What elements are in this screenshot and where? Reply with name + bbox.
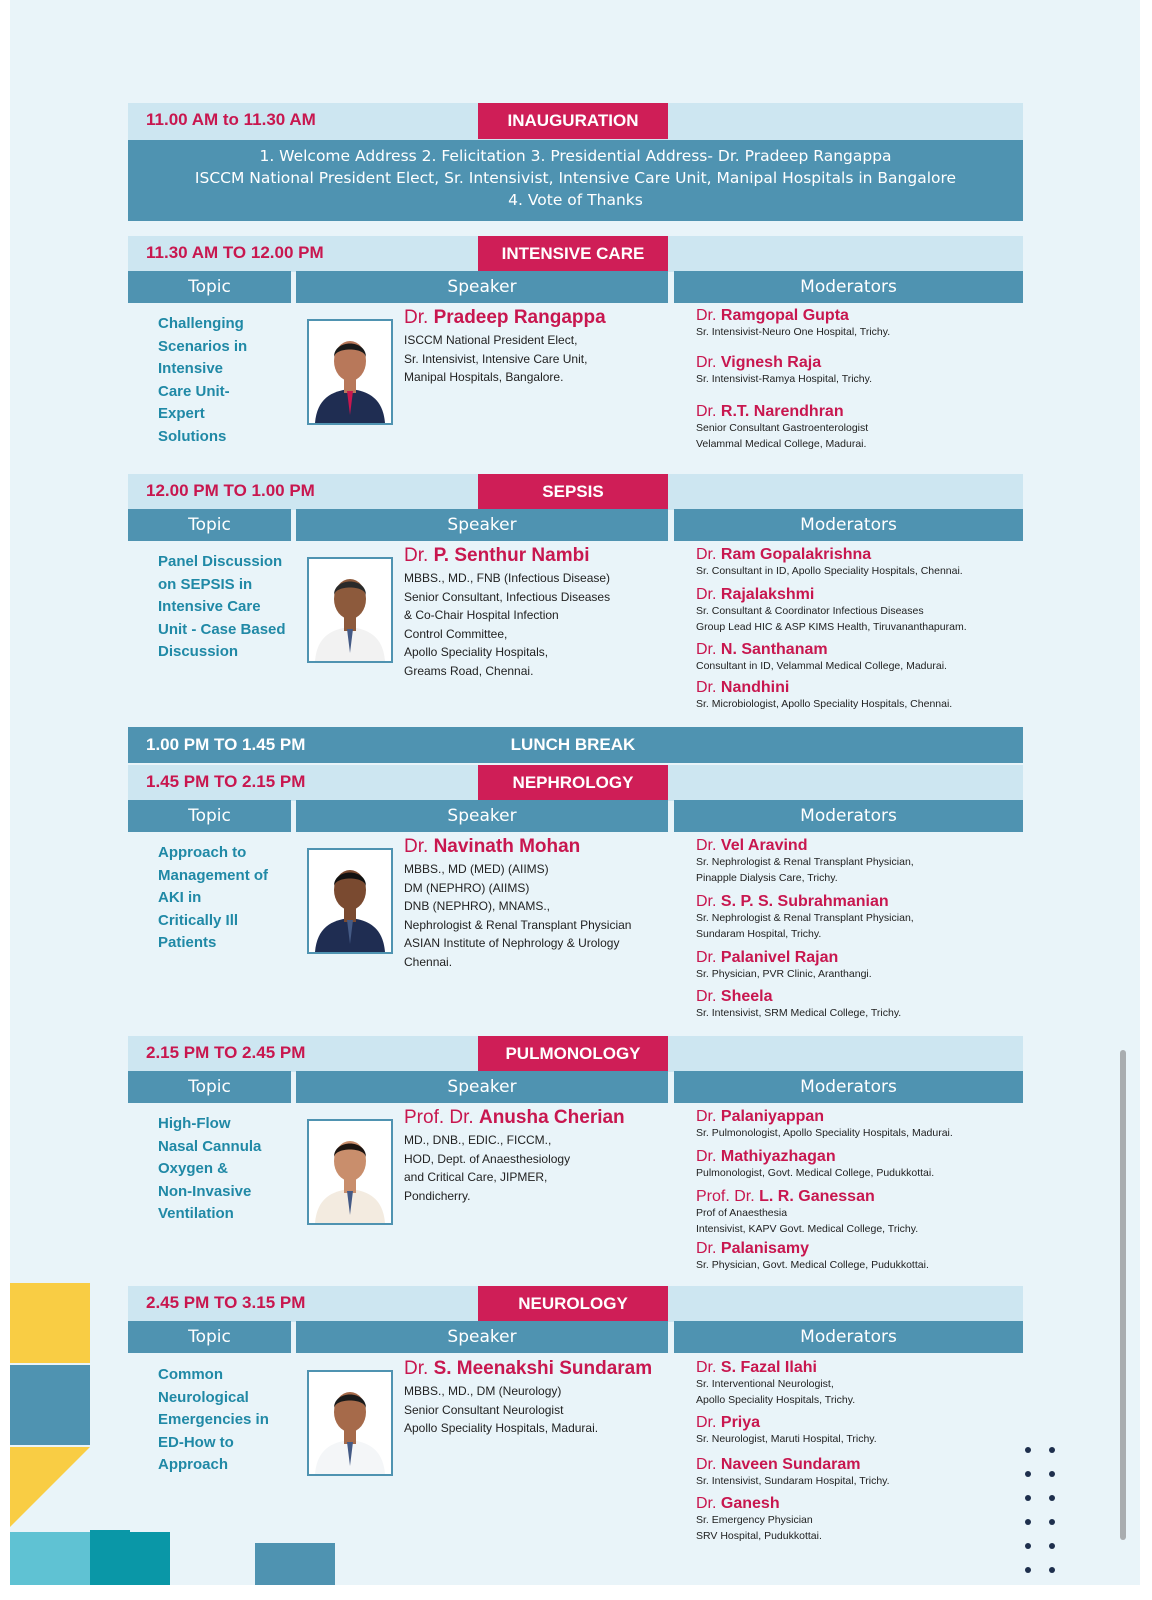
topic-line: AKI in bbox=[158, 889, 202, 906]
moderator-name bbox=[696, 1240, 1011, 1258]
speaker-photo bbox=[307, 848, 393, 954]
topic-line: Ventilation bbox=[158, 1205, 234, 1222]
speaker-title: Dr. bbox=[404, 545, 429, 566]
moderator-affiliation: Intensivist, KAPV Govt. Medical College, Trichy. bbox=[696, 1222, 919, 1235]
moderator-affiliation: Velammal Medical College, Madurai. bbox=[696, 437, 867, 450]
moderator-name bbox=[696, 546, 1011, 564]
moderator-title: Dr. bbox=[696, 837, 717, 854]
moderator-title: Dr. bbox=[696, 1240, 717, 1257]
moderator-title: Dr. bbox=[696, 586, 717, 603]
moderator-name bbox=[696, 641, 1011, 659]
inauguration-details bbox=[128, 140, 1023, 221]
speaker-credentials bbox=[404, 569, 669, 680]
speaker-name-text: P. Senthur Nambi bbox=[433, 545, 590, 566]
topic-column-header: Topic bbox=[128, 509, 291, 541]
moderator-name bbox=[696, 949, 1011, 967]
speaker-photo bbox=[307, 557, 393, 663]
moderator-name-text: Vel Aravind bbox=[720, 837, 808, 854]
session-time: 2.15 PM TO 2.45 PM bbox=[146, 1043, 306, 1062]
moderator-affiliation: Pinapple Dialysis Care, Trichy. bbox=[696, 871, 838, 884]
speaker-column-header: Speaker bbox=[296, 1071, 668, 1103]
moderator-name-text: Sheela bbox=[720, 988, 773, 1005]
credential-line: Senior Consultant, Infectious Diseases bbox=[404, 589, 611, 604]
topic-column-header: Topic bbox=[128, 271, 291, 303]
inauguration-line: 4. Vote of Thanks bbox=[508, 191, 643, 209]
topic-line: Challenging bbox=[158, 315, 244, 332]
speaker-column-header: Speaker bbox=[296, 271, 668, 303]
moderators-column-header: Moderators bbox=[674, 1071, 1023, 1103]
session-tag: NEPHROLOGY bbox=[478, 765, 668, 801]
moderator-affiliation: Sr. Microbiologist, Apollo Speciality Hospitals, Chennai. bbox=[696, 698, 953, 710]
lunch-time: 1.00 PM TO 1.45 PM bbox=[146, 735, 306, 754]
moderator-name bbox=[696, 1495, 1011, 1513]
decor-dot-grid bbox=[1025, 1447, 1071, 1579]
moderator-affiliation: Senior Consultant Gastroenterologist bbox=[696, 422, 869, 434]
person-portrait-icon bbox=[309, 559, 391, 661]
person-portrait-icon bbox=[309, 321, 391, 423]
topic-line: Emergencies in bbox=[158, 1411, 269, 1428]
moderator-name bbox=[696, 1188, 1011, 1206]
topic-line: Patients bbox=[158, 934, 217, 951]
topic-line: Care Unit- bbox=[158, 382, 230, 400]
moderator-affiliation: Sr. Nephrologist & Renal Transplant Physician, bbox=[696, 912, 914, 924]
speaker-title: Dr. bbox=[404, 836, 429, 857]
moderator-title: Dr. bbox=[696, 893, 717, 910]
credential-line: & Co-Chair Hospital Infection bbox=[404, 608, 559, 622]
credential-line: Chennai. bbox=[404, 954, 453, 969]
speaker-credentials bbox=[404, 860, 669, 971]
credential-line: Senior Consultant Neurologist bbox=[404, 1402, 564, 1417]
moderator-name bbox=[696, 586, 1011, 604]
moderator-affiliation: Apollo Speciality Hospitals, Trichy. bbox=[696, 1393, 856, 1406]
credential-line: DNB (NEPHRO), MNAMS., bbox=[404, 899, 551, 913]
person-portrait-icon bbox=[309, 850, 391, 952]
credential-line: Pondicherry. bbox=[404, 1188, 471, 1203]
moderator bbox=[696, 988, 1011, 1022]
topic-line: Common bbox=[158, 1366, 223, 1383]
speaker-credentials bbox=[404, 1382, 669, 1438]
speaker-credentials bbox=[404, 1131, 669, 1205]
topic-line: Discussion bbox=[158, 643, 239, 660]
inauguration-line: 1. Welcome Address 2. Felicitation 3. Presidential Address- Dr. Pradeep Rangappa bbox=[259, 147, 892, 165]
moderator-name-text: Ramgopal Gupta bbox=[720, 307, 849, 324]
moderator-name-text: Palaniyappan bbox=[720, 1108, 825, 1125]
moderator-affiliation: Sr. Interventional Neurologist, bbox=[696, 1378, 834, 1390]
moderator-affiliation: Sr. Neurologist, Maruti Hospital, Trichy. bbox=[696, 1433, 877, 1445]
speaker-info bbox=[404, 1358, 669, 1438]
credential-line: Nephrologist & Renal Transplant Physician bbox=[404, 917, 632, 932]
topic-line: Critically Ill bbox=[158, 911, 239, 929]
topic-line: Oxygen & bbox=[158, 1160, 229, 1177]
moderator bbox=[696, 679, 1011, 713]
session-time: 2.45 PM TO 3.15 PM bbox=[146, 1293, 306, 1312]
moderator-title: Dr. bbox=[696, 1456, 717, 1473]
moderators-column-header: Moderators bbox=[674, 271, 1023, 303]
topic-line: High-Flow bbox=[158, 1115, 231, 1132]
moderator-name-text: L. R. Ganessan bbox=[759, 1188, 875, 1205]
moderator-title: Dr. bbox=[696, 354, 717, 371]
topic-line: Unit - Case Based bbox=[158, 620, 286, 638]
moderator-affiliation: Sr. Physician, Govt. Medical College, Pudukkottai. bbox=[696, 1259, 929, 1271]
decor-square bbox=[90, 1532, 170, 1585]
moderator-affiliation: Sr. Physician, PVR Clinic, Aranthangi. bbox=[696, 968, 872, 980]
speaker-name-text: Pradeep Rangappa bbox=[433, 307, 606, 328]
moderator-name bbox=[696, 1456, 1011, 1474]
moderator bbox=[696, 1359, 1011, 1408]
session-tag: SEPSIS bbox=[478, 474, 668, 510]
moderator-name-text: N. Santhanam bbox=[720, 641, 828, 658]
speaker-credentials bbox=[404, 331, 669, 387]
speaker-name-text: Anusha Cherian bbox=[478, 1107, 625, 1128]
moderator-name bbox=[696, 1359, 1011, 1377]
session-topic bbox=[158, 313, 303, 448]
speaker-column-header: Speaker bbox=[296, 1321, 668, 1353]
topic-line: Intensive bbox=[158, 360, 224, 377]
credential-line: Manipal Hospitals, Bangalore. bbox=[404, 370, 564, 384]
moderator bbox=[696, 307, 1011, 341]
scrollbar-thumb[interactable] bbox=[1120, 1050, 1126, 1540]
topic-column-header: Topic bbox=[128, 1071, 291, 1103]
moderator-name-text: Vignesh Raja bbox=[720, 354, 822, 371]
session-tag: INTENSIVE CARE bbox=[478, 236, 668, 272]
moderator-affiliation: Sr. Intensivist, Sundaram Hospital, Trichy. bbox=[696, 1475, 890, 1487]
session-topic bbox=[158, 1113, 303, 1226]
person-portrait-icon bbox=[309, 1121, 391, 1223]
moderator-name-text: Mathiyazhagan bbox=[720, 1148, 836, 1165]
topic-line: Intensive Care bbox=[158, 598, 261, 615]
credential-line: MBBS., MD (MED) (AIIMS) bbox=[404, 862, 549, 876]
moderator bbox=[696, 641, 1011, 675]
moderator-name bbox=[696, 403, 1011, 421]
session-topic bbox=[158, 551, 303, 664]
speaker-name-text: Navinath Mohan bbox=[433, 836, 581, 857]
credential-line: HOD, Dept. of Anaesthesiology bbox=[404, 1151, 571, 1166]
topic-line: Approach to bbox=[158, 844, 247, 861]
moderator bbox=[696, 1108, 1011, 1142]
moderator-title: Dr. bbox=[696, 307, 717, 324]
topic-line: Neurological bbox=[158, 1388, 249, 1406]
moderator-title: Prof. Dr. bbox=[696, 1188, 755, 1205]
topic-line: ED-How to bbox=[158, 1433, 234, 1451]
credential-line: DM (NEPHRO) (AIIMS) bbox=[404, 880, 530, 895]
moderator-name-text: Palanivel Rajan bbox=[720, 949, 839, 966]
moderator-affiliation: Sr. Intensivist-Ramya Hospital, Trichy. bbox=[696, 373, 873, 385]
moderator-affiliation: Sr. Emergency Physician bbox=[696, 1514, 813, 1526]
moderator-title: Dr. bbox=[696, 1495, 717, 1512]
speaker-photo bbox=[307, 319, 393, 425]
moderator-title: Dr. bbox=[696, 641, 717, 658]
moderators-column-header: Moderators bbox=[674, 509, 1023, 541]
moderator-name-text: Nandhini bbox=[720, 679, 790, 696]
moderator-affiliation: SRV Hospital, Pudukkottai. bbox=[696, 1529, 822, 1542]
session-topic bbox=[158, 842, 303, 955]
speaker-photo bbox=[307, 1119, 393, 1225]
credential-line: MBBS., MD., DM (Neurology) bbox=[404, 1384, 562, 1398]
speaker-info bbox=[404, 1107, 669, 1205]
moderator-affiliation: Sr. Nephrologist & Renal Transplant Physician, bbox=[696, 856, 914, 868]
speaker-photo bbox=[307, 1370, 393, 1476]
moderator-name bbox=[696, 1414, 1011, 1432]
moderator-name-text: S. Fazal Ilahi bbox=[720, 1359, 817, 1376]
moderators-column-header: Moderators bbox=[674, 800, 1023, 832]
moderator-title: Dr. bbox=[696, 403, 717, 420]
speaker-title: Dr. bbox=[404, 1358, 429, 1379]
decor-triangle bbox=[10, 1447, 90, 1527]
moderator-name bbox=[696, 354, 1011, 372]
speaker-name bbox=[404, 836, 669, 858]
speaker-name bbox=[404, 307, 669, 329]
moderator-name-text: Rajalakshmi bbox=[720, 586, 815, 603]
moderator bbox=[696, 837, 1011, 886]
moderator-name bbox=[696, 893, 1011, 911]
moderator-title: Dr. bbox=[696, 1414, 717, 1431]
moderator-affiliation: Sr. Intensivist-Neuro One Hospital, Trichy. bbox=[696, 326, 891, 338]
moderator bbox=[696, 403, 1011, 452]
moderator bbox=[696, 1240, 1011, 1274]
speaker-title: Prof. Dr. bbox=[404, 1107, 474, 1128]
moderator-name-text: Naveen Sundaram bbox=[720, 1456, 861, 1473]
session-tag: NEUROLOGY bbox=[478, 1286, 668, 1322]
moderator bbox=[696, 1456, 1011, 1490]
moderator-affiliation: Sundaram Hospital, Trichy. bbox=[696, 927, 822, 940]
credential-line: MBBS., MD., FNB (Infectious Disease) bbox=[404, 571, 611, 585]
topic-line: Management of bbox=[158, 866, 269, 884]
moderator bbox=[696, 354, 1011, 388]
session-topic bbox=[158, 1364, 303, 1477]
moderator-affiliation: Sr. Intensivist, SRM Medical College, Trichy. bbox=[696, 1007, 902, 1019]
credential-line: ISCCM National President Elect, bbox=[404, 333, 578, 347]
moderator-title: Dr. bbox=[696, 546, 717, 563]
program-schedule-page bbox=[10, 0, 1140, 1585]
moderator-name bbox=[696, 837, 1011, 855]
topic-line: Solutions bbox=[158, 427, 227, 445]
topic-line: on SEPSIS in bbox=[158, 575, 253, 593]
topic-column-header: Topic bbox=[128, 1321, 291, 1353]
moderator-name bbox=[696, 1108, 1011, 1126]
moderator-affiliation: Prof of Anaesthesia bbox=[696, 1207, 788, 1219]
speaker-info bbox=[404, 836, 669, 971]
moderator-title: Dr. bbox=[696, 988, 717, 1005]
moderator-affiliation: Sr. Consultant & Coordinator Infectious Diseases bbox=[696, 605, 924, 617]
speaker-name bbox=[404, 1358, 669, 1380]
speaker-name bbox=[404, 545, 669, 567]
credential-line: Apollo Speciality Hospitals, Madurai. bbox=[404, 1421, 599, 1435]
credential-line: ASIAN Institute of Nephrology & Urology bbox=[404, 936, 620, 950]
inauguration-time: 11.00 AM to 11.30 AM bbox=[146, 110, 316, 129]
moderator bbox=[696, 1148, 1011, 1182]
session-tag: PULMONOLOGY bbox=[478, 1036, 668, 1072]
topic-line: Panel Discussion bbox=[158, 553, 283, 570]
moderator bbox=[696, 893, 1011, 942]
moderator-name-text: Priya bbox=[720, 1414, 761, 1431]
credential-line: Greams Road, Chennai. bbox=[404, 663, 534, 678]
speaker-name-text: S. Meenakshi Sundaram bbox=[433, 1358, 653, 1379]
topic-line: Nasal Cannula bbox=[158, 1137, 262, 1155]
moderator bbox=[696, 1495, 1011, 1544]
credential-line: and Critical Care, JIPMER, bbox=[404, 1170, 548, 1184]
moderator-title: Dr. bbox=[696, 679, 717, 696]
speaker-column-header: Speaker bbox=[296, 509, 668, 541]
decor-square bbox=[10, 1283, 90, 1363]
moderator-name-text: R.T. Narendhran bbox=[720, 403, 844, 420]
inauguration-line: ISCCM National President Elect, Sr. Intensivist, Intensive Care Unit, Manipal Hospitals in Bangalore bbox=[194, 169, 957, 187]
moderator-title: Dr. bbox=[696, 949, 717, 966]
session-time: 12.00 PM TO 1.00 PM bbox=[146, 481, 315, 500]
speaker-info bbox=[404, 545, 669, 680]
topic-column-header: Topic bbox=[128, 800, 291, 832]
moderator bbox=[696, 586, 1011, 635]
moderator-name bbox=[696, 307, 1011, 325]
moderator-affiliation: Group Lead HIC & ASP KIMS Health, Tiruvananthapuram. bbox=[696, 620, 967, 633]
decor-square bbox=[10, 1532, 90, 1585]
moderator-affiliation: Consultant in ID, Velammal Medical College, Madurai. bbox=[696, 660, 947, 672]
inauguration-tag: INAUGURATION bbox=[478, 103, 668, 139]
speaker-title: Dr. bbox=[404, 307, 429, 328]
credential-line: Control Committee, bbox=[404, 626, 508, 641]
moderators-column-header: Moderators bbox=[674, 1321, 1023, 1353]
moderator bbox=[696, 546, 1011, 580]
moderator-title: Dr. bbox=[696, 1108, 717, 1125]
moderator-name bbox=[696, 988, 1011, 1006]
moderator-name-text: Ganesh bbox=[720, 1495, 780, 1512]
topic-line: Approach bbox=[158, 1456, 229, 1473]
topic-line: Scenarios in bbox=[158, 337, 248, 355]
decor-square bbox=[255, 1543, 335, 1585]
lunch-label: LUNCH BREAK bbox=[510, 735, 636, 754]
moderator bbox=[696, 1414, 1011, 1448]
moderator-title: Dr. bbox=[696, 1359, 717, 1376]
moderator-name-text: Palanisamy bbox=[720, 1240, 809, 1257]
moderator-name bbox=[696, 679, 1011, 697]
speaker-name bbox=[404, 1107, 669, 1129]
moderator-affiliation: Pulmonologist, Govt. Medical College, Pudukkottai. bbox=[696, 1167, 935, 1179]
moderator-affiliation: Sr. Pulmonologist, Apollo Speciality Hospitals, Madurai. bbox=[696, 1127, 953, 1139]
moderator-title: Dr. bbox=[696, 1148, 717, 1165]
credential-line: Apollo Speciality Hospitals, bbox=[404, 645, 549, 659]
moderator bbox=[696, 1188, 1011, 1237]
moderator bbox=[696, 949, 1011, 983]
moderator-affiliation: Sr. Consultant in ID, Apollo Speciality Hospitals, Chennai. bbox=[696, 565, 963, 577]
decor-square bbox=[10, 1365, 90, 1445]
credential-line: MD., DNB., EDIC., FICCM., bbox=[404, 1133, 552, 1147]
person-portrait-icon bbox=[309, 1372, 391, 1474]
topic-line: Expert bbox=[158, 405, 205, 422]
session-time: 1.45 PM TO 2.15 PM bbox=[146, 772, 306, 791]
moderator-name-text: S. P. S. Subrahmanian bbox=[720, 893, 889, 910]
speaker-info bbox=[404, 307, 669, 387]
moderator-name-text: Ram Gopalakrishna bbox=[720, 546, 872, 563]
moderator-name bbox=[696, 1148, 1011, 1166]
credential-line: Sr. Intensivist, Intensive Care Unit, bbox=[404, 351, 588, 366]
speaker-column-header: Speaker bbox=[296, 800, 668, 832]
topic-line: Non-Invasive bbox=[158, 1182, 252, 1200]
lunch-break-bar bbox=[128, 727, 1023, 763]
session-time: 11.30 AM TO 12.00 PM bbox=[146, 243, 324, 262]
